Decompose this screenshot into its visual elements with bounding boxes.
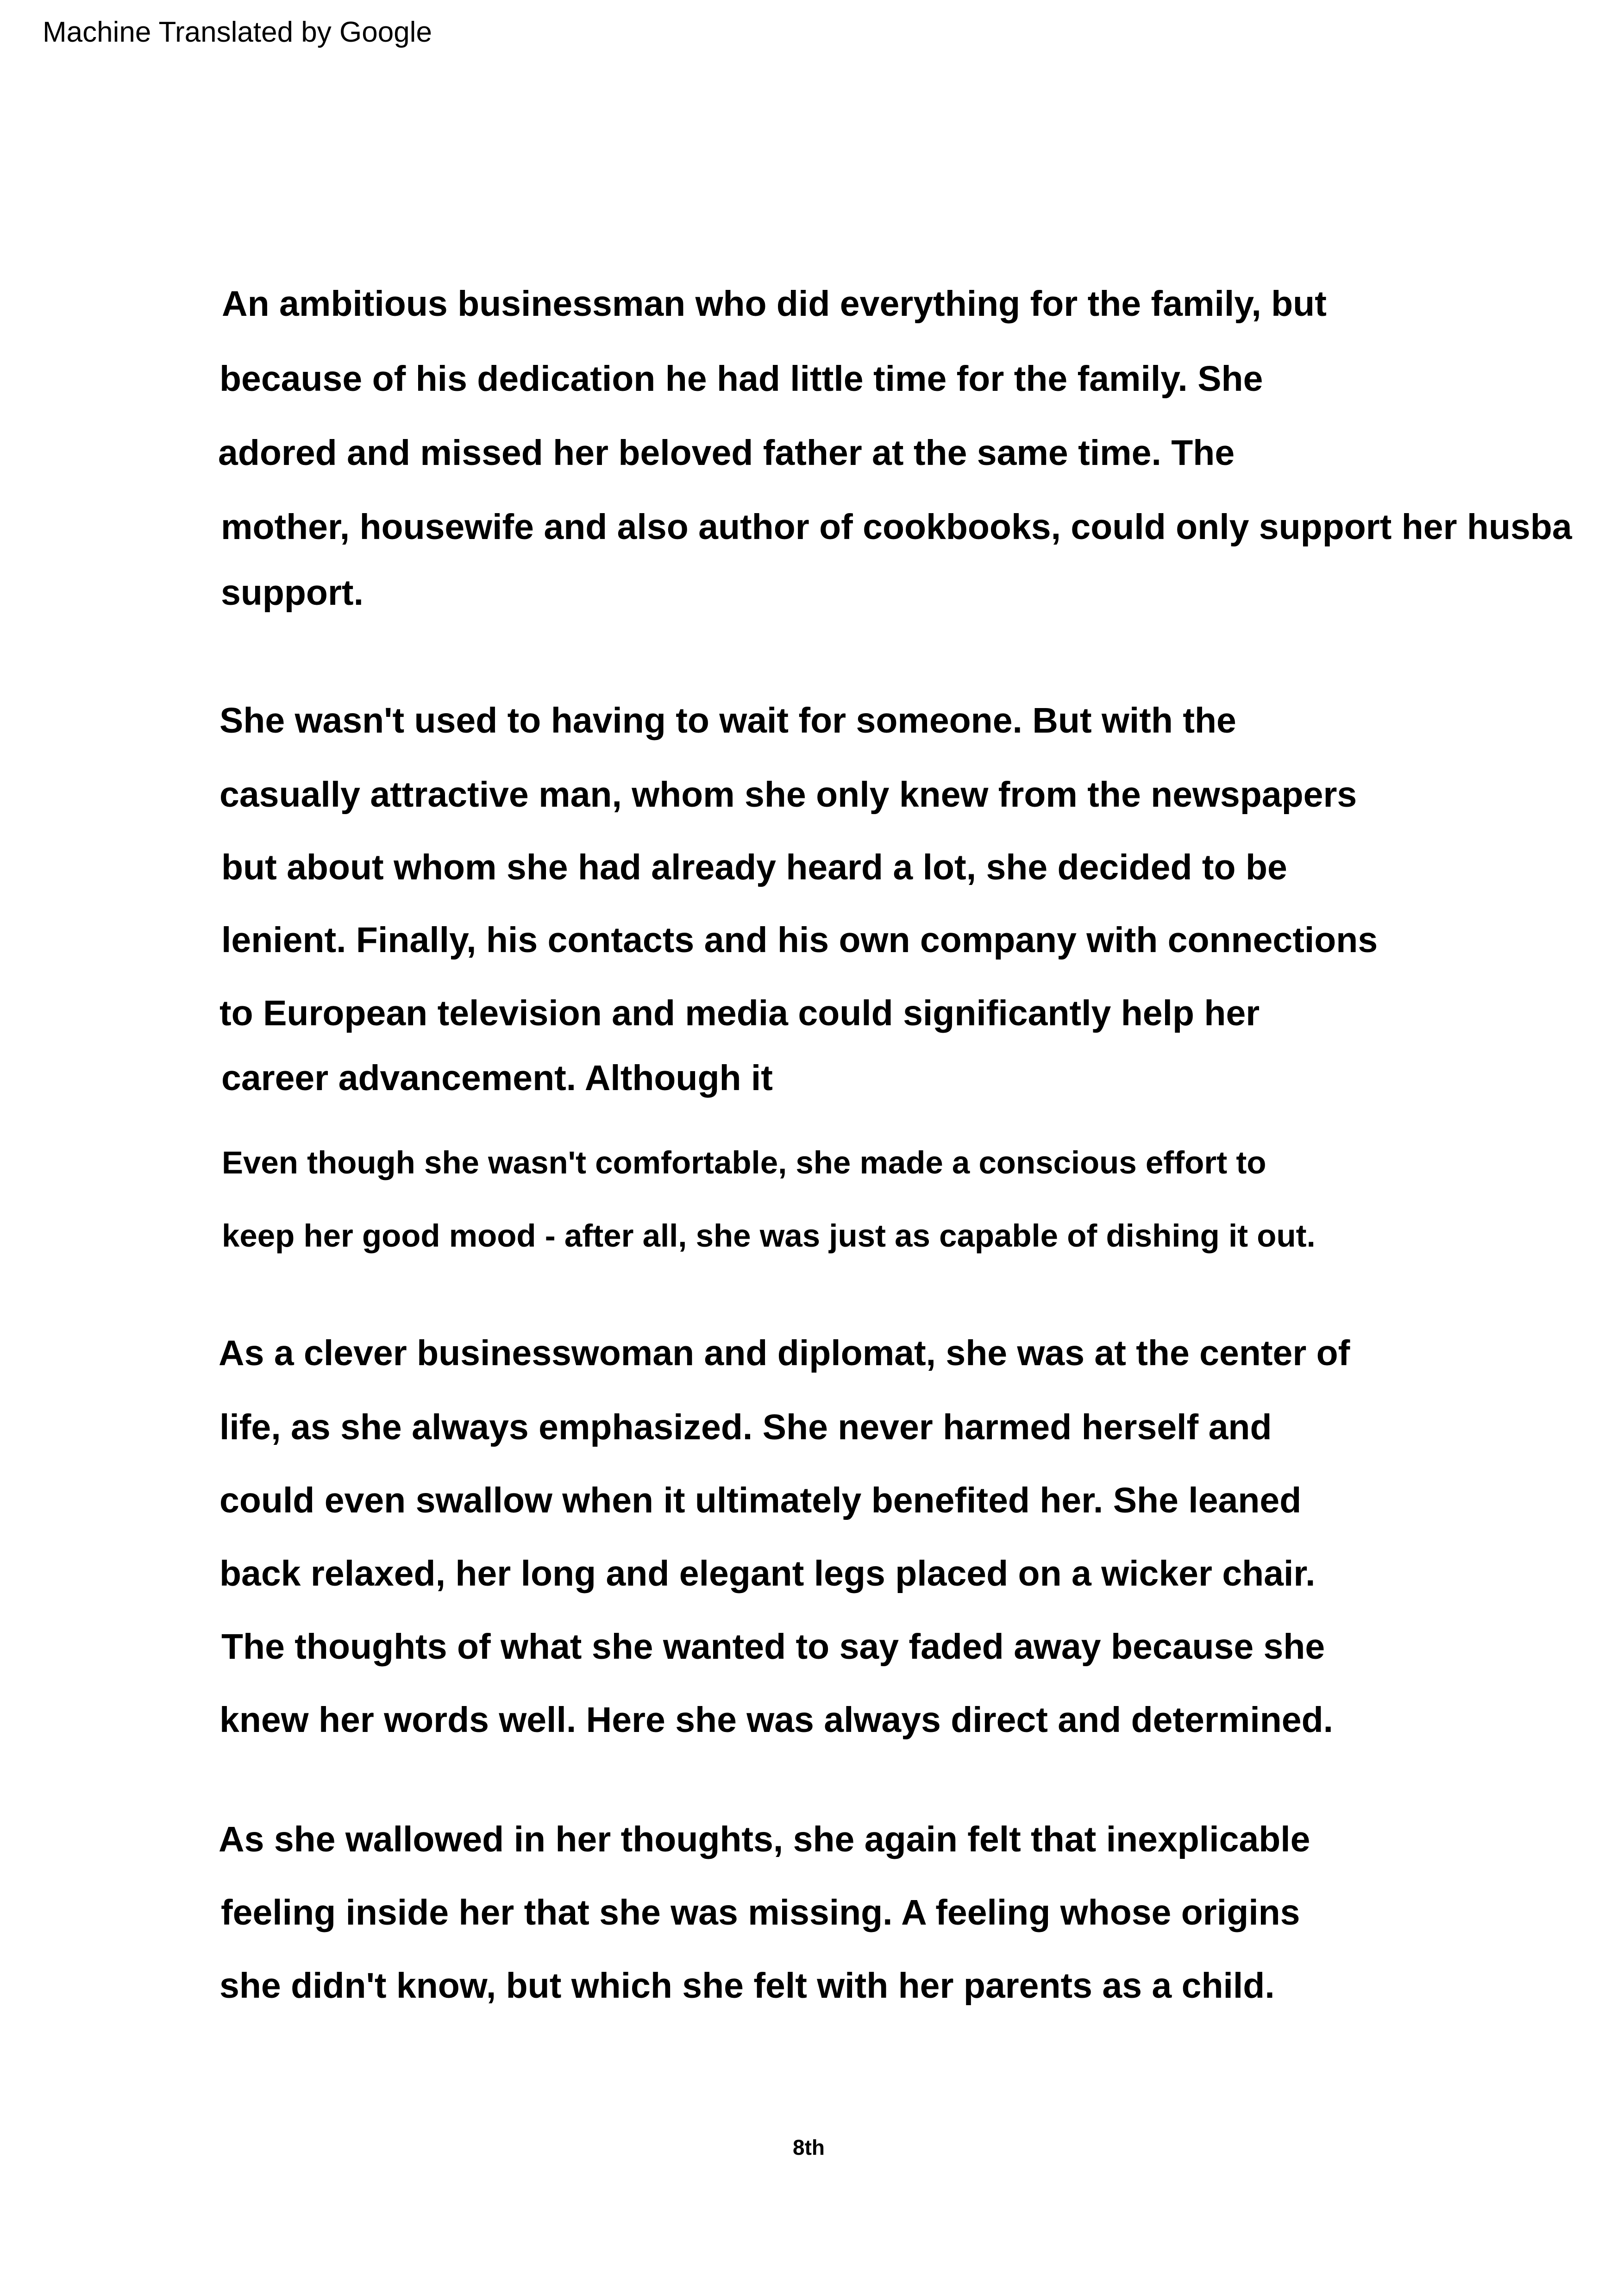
text-line: keep her good mood - after all, she was just as capable of dishing it out. [222, 1218, 1316, 1254]
text-line: As she wallowed in her thoughts, she again felt that inexplicable [219, 1819, 1310, 1859]
text-line: career advancement. Although it [221, 1058, 773, 1098]
text-line: but about whom she had already heard a lot, she decided to be [221, 847, 1287, 887]
text-line: The thoughts of what she wanted to say faded away because she [221, 1627, 1325, 1667]
text-line: support. [221, 573, 364, 613]
text-line: casually attractive man, whom she only knew from the newspapers [219, 775, 1357, 815]
text-line: could even swallow when it ultimately benefited her. She leaned [219, 1480, 1302, 1520]
machine-translation-note: Machine Translated by Google [43, 16, 432, 48]
text-line: An ambitious businessman who did everything for the family, but [222, 284, 1327, 324]
text-line: Even though she wasn't comfortable, she made a conscious effort to [222, 1145, 1266, 1180]
text-line: adored and missed her beloved father at the same time. The [218, 433, 1235, 473]
text-line: she didn't know, but which she felt with her parents as a child. [219, 1966, 1275, 2006]
page-number: 8th [793, 2135, 825, 2159]
text-line: lenient. Finally, his contacts and his own company with connections [221, 920, 1378, 960]
text-line: As a clever businesswoman and diplomat, she was at the center of [219, 1333, 1350, 1373]
text-line: because of his dedication he had little time for the family. She [219, 359, 1263, 399]
text-line: knew her words well. Here she was always direct and determined. [219, 1700, 1334, 1740]
text-line: feeling inside her that she was missing. A feeling whose origins [221, 1893, 1300, 1932]
text-line: mother, housewife and also author of cookbooks, could only support her husba [221, 507, 1572, 547]
text-line: life, as she always emphasized. She never harmed herself and [219, 1407, 1272, 1447]
text-line: to European television and media could significantly help her [219, 993, 1260, 1033]
text-line: She wasn't used to having to wait for someone. But with the [219, 701, 1236, 740]
text-line: back relaxed, her long and elegant legs placed on a wicker chair. [219, 1554, 1316, 1593]
